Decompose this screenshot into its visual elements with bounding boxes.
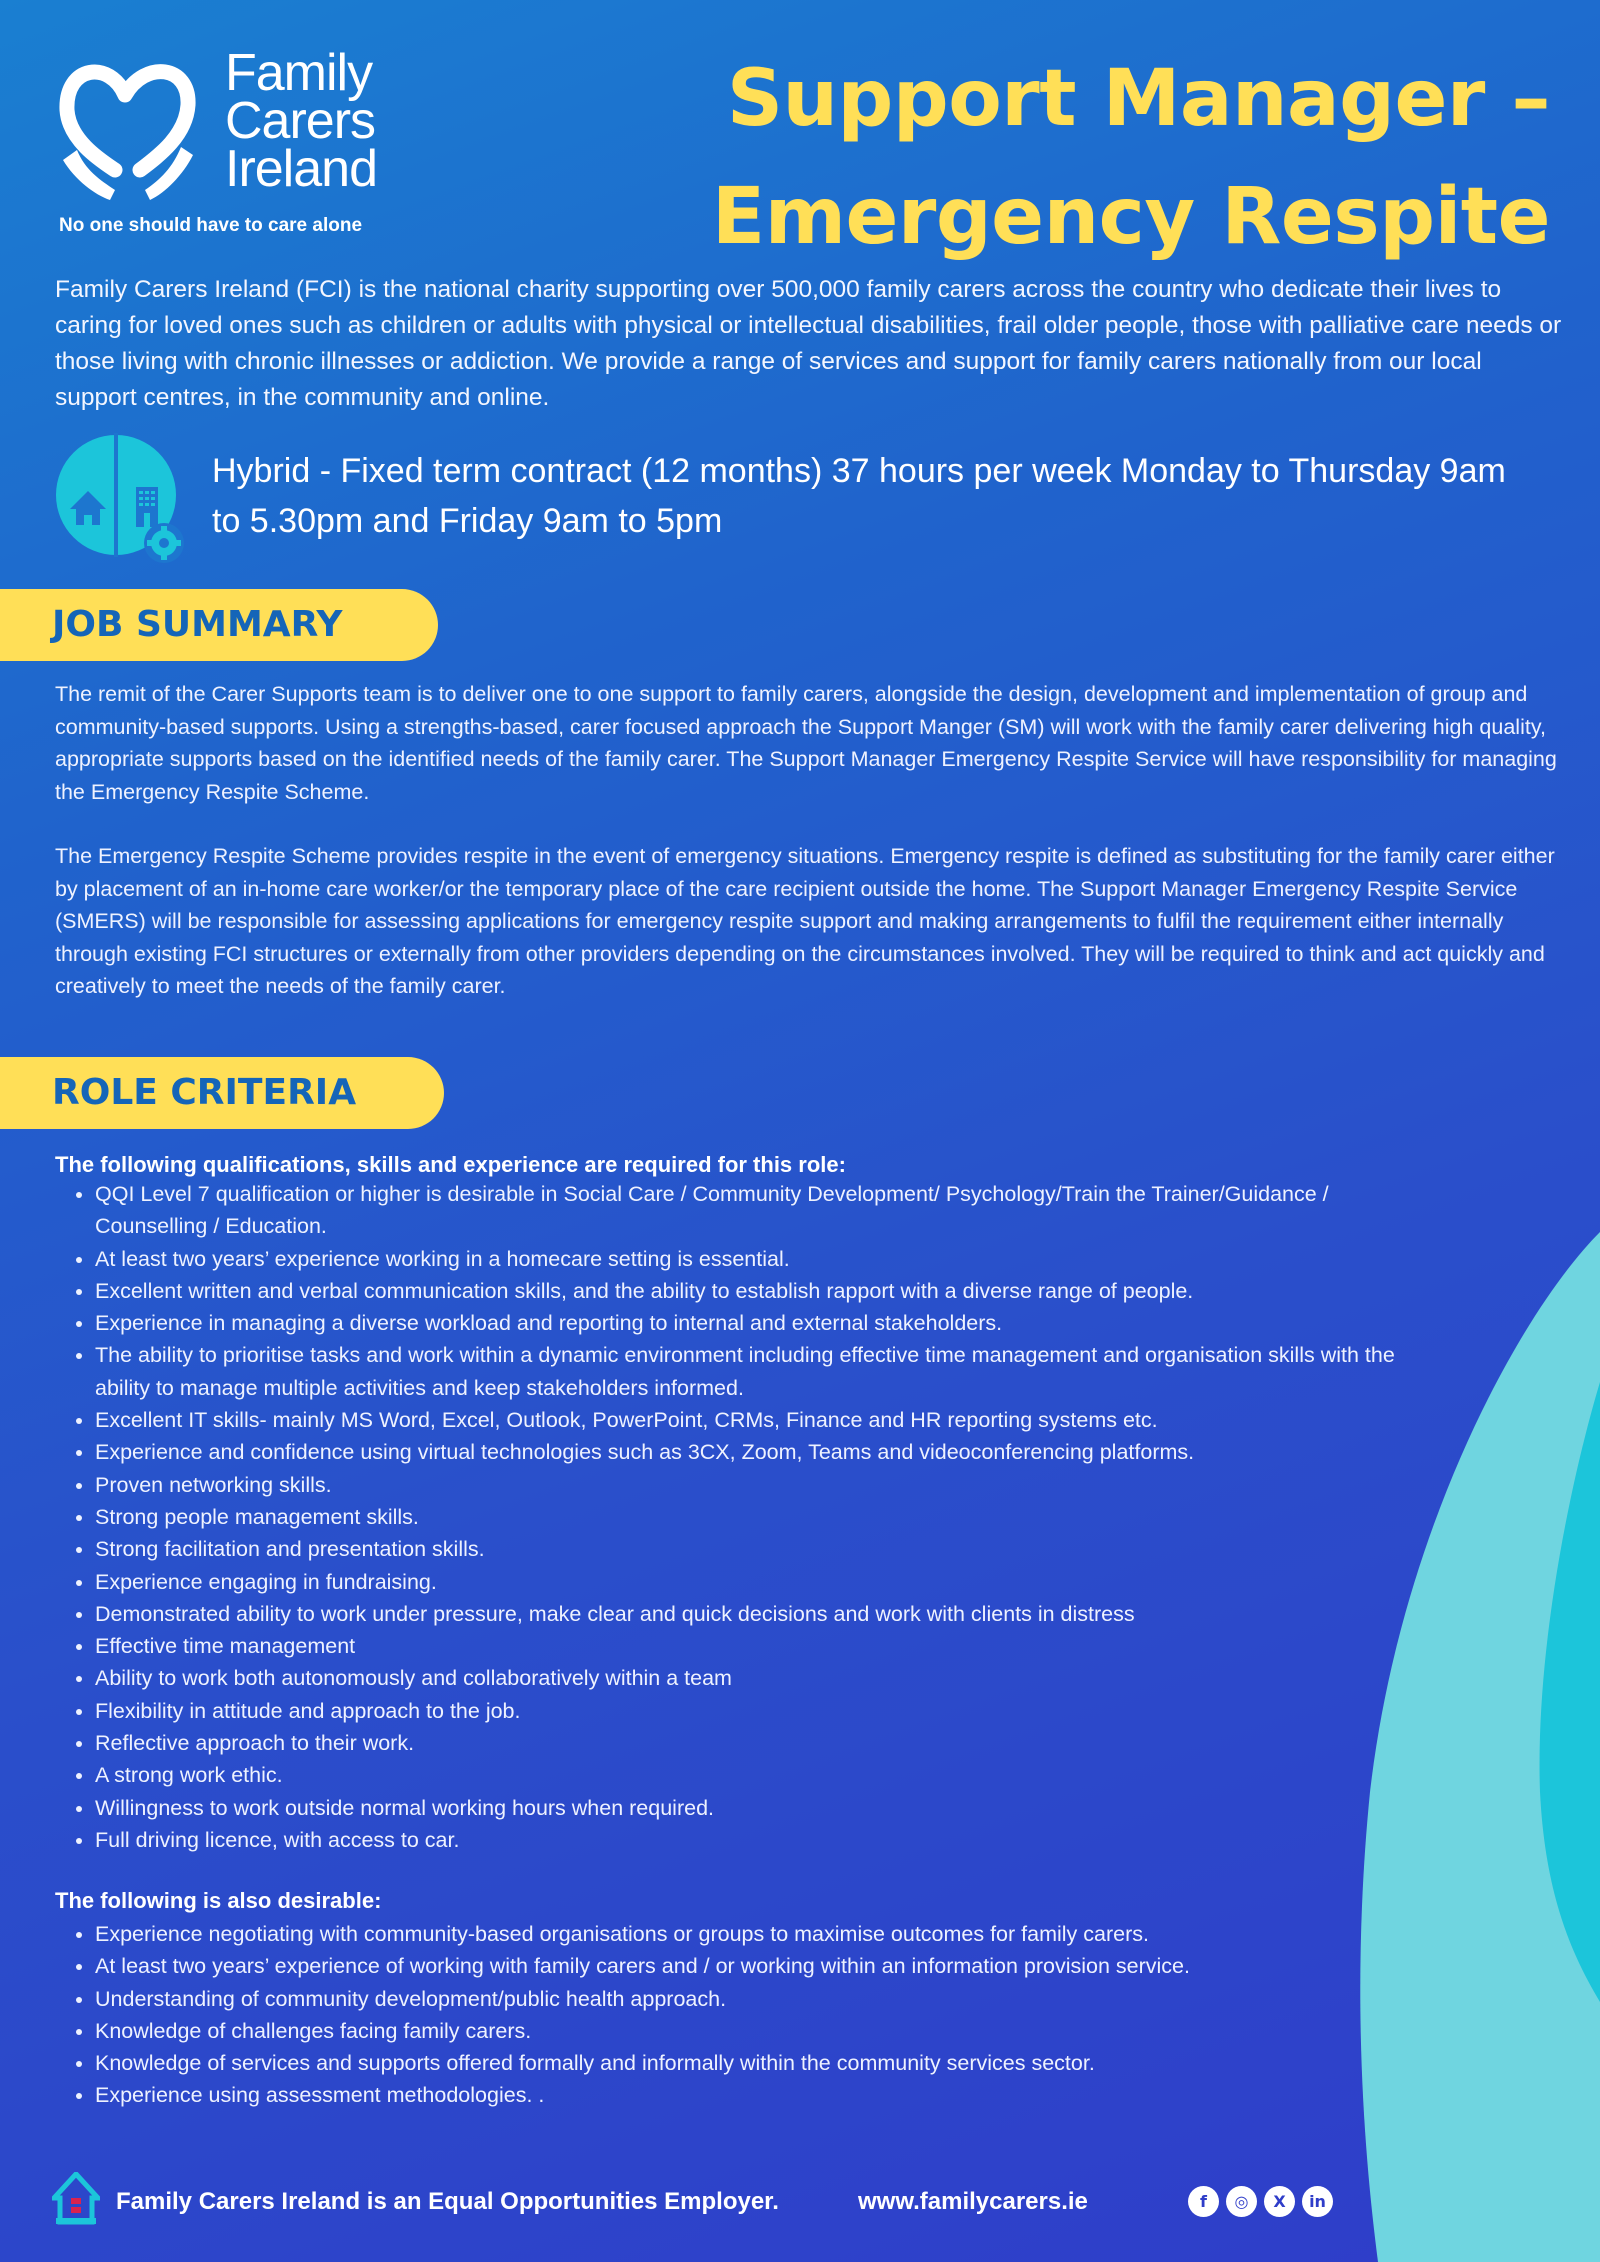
list-item: • Understanding of community development/public health approach. — [95, 1983, 1435, 2015]
job-summary-paragraph-1: The remit of the Carer Supports team is to deliver one to one support to family carers, alongside the design, development and implementation of group and community-based supports. Using a strengths-based, carer focused approach the Support Manger (SM) will work with the family carer delivering high quality, appropriate supports based on the identified needs of the family carer. The Support Manager Emergency Respite Service will have responsibility for managing the Emergency Respite Scheme. — [55, 682, 1557, 804]
desirable-heading: The following is also desirable: — [55, 1888, 382, 1913]
list-item: • Demonstrated ability to work under pressure, make clear and quick decisions and work with clients in distress — [95, 1598, 1435, 1630]
list-item: • Strong people management skills. — [95, 1501, 1435, 1533]
required-criteria-list — [55, 1178, 1435, 1856]
house-icon — [52, 2172, 100, 2226]
facebook-icon[interactable]: f — [1188, 2186, 1219, 2217]
work-pattern-text: Hybrid - Fixed term contract (12 months) 37 hours per week Monday to Thursday 9am to 5.30pm and Friday 9am to 5pm — [212, 452, 1506, 540]
list-item: • Experience and confidence using virtual technologies such as 3CX, Zoom, Teams and videoconferencing platforms. — [95, 1436, 1435, 1468]
list-item: • At least two years’ experience working in a homecare setting is essential. — [95, 1243, 1435, 1275]
list-item: • QQI Level 7 qualification or higher is desirable in Social Care / Community Development/ Psychology/Train the Trainer/Guidance / Counselling / Education. — [95, 1178, 1435, 1243]
list-item: • Full driving licence, with access to car. — [95, 1824, 1435, 1856]
list-item: • Experience negotiating with community-based organisations or groups to maximise outcomes for family carers. — [95, 1918, 1435, 1950]
job-summary-paragraph-2: The Emergency Respite Scheme provides respite in the event of emergency situations. Emergency respite is defined as substituting for the family carer either by placement of an in-home care worker/or the temporary place of the care recipient outside the home. The Support Manager Emergency Respite Service (SMERS) will be responsible for assessing applications for emergency respite support and making arrangements to fulfil the requirement either internally through existing FCI structures or externally from other providers depending on the circumstances involved. They will be required to think and act quickly and creatively to meet the needs of the family carer. — [55, 844, 1555, 998]
list-item: • Strong facilitation and presentation skills. — [95, 1533, 1435, 1565]
role-criteria-heading: ROLE CRITERIA — [0, 1057, 444, 1129]
list-item: • At least two years’ experience of working with family carers and / or working within an information provision service. — [95, 1950, 1435, 1982]
title-line-2: Emergency Respite — [711, 172, 1550, 262]
intro-paragraph: Family Carers Ireland (FCI) is the national charity supporting over 500,000 family carers across the country who dedicate their lives to caring for loved ones such as children or adults with physical or intellectual disabilities, frail older people, those with palliative care needs or those living with chronic illnesses or addiction. We provide a range of services and support for family carers nationally from our local support centres, in the community and online. — [55, 276, 1562, 411]
list-item: • Flexibility in attitude and approach to the job. — [95, 1695, 1435, 1727]
job-summary-heading: JOB SUMMARY — [0, 589, 438, 661]
title-line-1: Support Manager – — [726, 54, 1550, 144]
list-item: • Knowledge of services and supports offered formally and informally within the community services sector. — [95, 2047, 1435, 2079]
list-item: • Knowledge of challenges facing family carers. — [95, 2015, 1435, 2047]
list-item: • Experience using assessment methodologies. . — [95, 2079, 1435, 2111]
social-links — [1188, 2186, 1333, 2217]
list-item: • Effective time management — [95, 1630, 1435, 1662]
website-link[interactable]: www.familycarers.ie — [858, 2188, 1088, 2215]
list-item: • Reflective approach to their work. — [95, 1727, 1435, 1759]
wordmark-line: Ireland — [225, 140, 377, 198]
list-item: • Ability to work both autonomously and collaboratively within a team — [95, 1662, 1435, 1694]
wordmark-line: Carers — [225, 92, 376, 150]
instagram-icon[interactable]: ◎ — [1226, 2186, 1257, 2217]
brand-logo — [55, 44, 425, 245]
page-title — [712, 40, 1550, 276]
linkedin-icon[interactable]: in — [1302, 2186, 1333, 2217]
list-item: • Experience engaging in fundraising. — [95, 1566, 1435, 1598]
brand-wordmark — [225, 44, 377, 198]
hybrid-home-office-icon — [54, 433, 184, 563]
list-item: • Experience in managing a diverse workload and reporting to internal and external stakeholders. — [95, 1307, 1435, 1339]
wordmark-line: Family — [225, 44, 373, 102]
equal-opportunities-text: Family Carers Ireland is an Equal Opportunities Employer. — [116, 2188, 779, 2215]
list-item: • Excellent IT skills- mainly MS Word, Excel, Outlook, PowerPoint, CRMs, Finance and HR reporting systems etc. — [95, 1404, 1435, 1436]
x-icon[interactable]: X — [1264, 2186, 1295, 2217]
desirable-criteria-list — [55, 1918, 1435, 2112]
list-item: • Excellent written and verbal communication skills, and the ability to establish rapport with a diverse range of people. — [95, 1275, 1435, 1307]
list-item: • Willingness to work outside normal working hours when required. — [95, 1792, 1435, 1824]
required-heading: The following qualifications, skills and experience are required for this role: — [55, 1152, 846, 1177]
list-item: • A strong work ethic. — [95, 1759, 1435, 1791]
list-item: • Proven networking skills. — [95, 1469, 1435, 1501]
brand-tagline: No one should have to care alone — [59, 215, 363, 236]
heart-hands-icon — [55, 55, 205, 205]
list-item: • The ability to prioritise tasks and work within a dynamic environment including effective time management and organisation skills with the ability to manage multiple activities and keep stakeholders informed. — [95, 1339, 1435, 1404]
footer — [0, 2170, 1400, 2240]
